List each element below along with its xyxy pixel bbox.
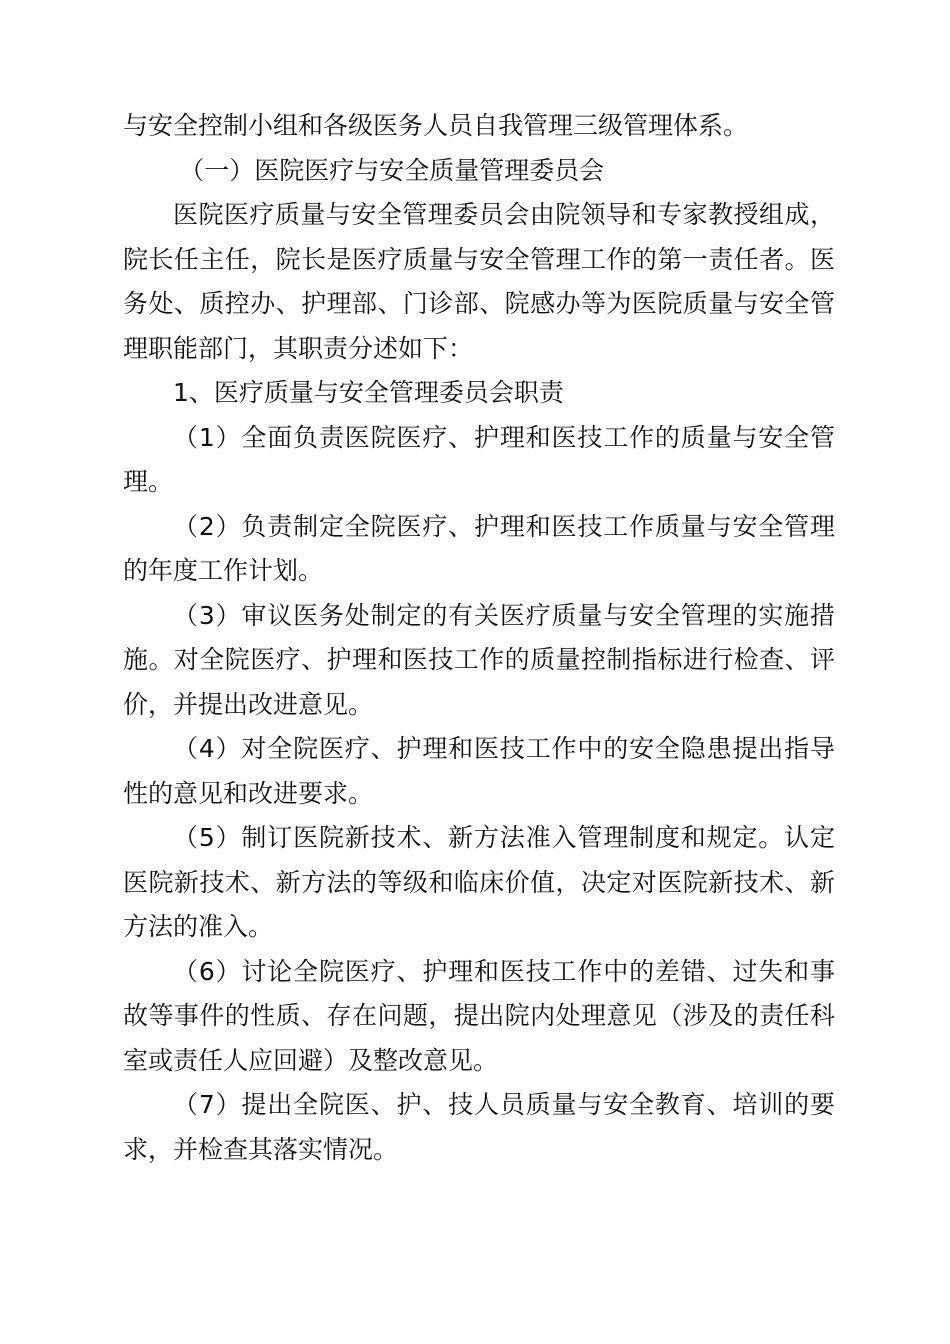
duty-item-6: （6）讨论全院医疗、护理和医技工作中的差错、过失和事故等事件的性质、存在问题，提出院内处理意见（涉及的责任科室或责任人应回避）及整改意见。 bbox=[123, 956, 835, 1075]
duty-item-5: （5）制订医院新技术、新方法准入管理制度和规定。认定医院新技术、新方法的等级和临床价值，决定对医院新技术、新方法的准入。 bbox=[123, 823, 835, 941]
duty-item-4: （4）对全院医疗、护理和医技工作中的安全隐患提出指导性的意见和改进要求。 bbox=[123, 734, 835, 808]
section-heading-committee: （一）医院医疗与安全质量管理委员会 bbox=[179, 155, 605, 185]
duty-item-1: （1）全面负责医院医疗、护理和医技工作的质量与安全管理。 bbox=[123, 422, 835, 496]
subsection-heading-duties: 1、医疗质量与安全管理委员会职责 bbox=[173, 378, 564, 407]
duty-item-7: （7）提出全院医、护、技人员质量与安全教育、培训的要求，并检查其落实情况。 bbox=[123, 1090, 835, 1164]
duty-item-2: （2）负责制定全院医疗、护理和医技工作质量与安全管理的年度工作计划。 bbox=[123, 511, 835, 585]
paragraph-committee-intro: 医院医疗质量与安全管理委员会由院领导和专家教授组成，院长任主任，院长是医疗质量与安全管理工作的第一责任者。医务处、质控办、护理部、门诊部、院感办等为医院质量与安全管理职能部门，其职责分述如下： bbox=[123, 200, 835, 363]
document-body bbox=[123, 104, 835, 1172]
duty-item-3: （3）审议医务处制定的有关医疗质量与安全管理的实施措施。对全院医疗、护理和医技工作的质量控制指标进行检查、评价，并提出改进意见。 bbox=[123, 600, 835, 719]
paragraph-continuation: 与安全控制小组和各级医务人员自我管理三级管理体系。 bbox=[123, 111, 749, 140]
